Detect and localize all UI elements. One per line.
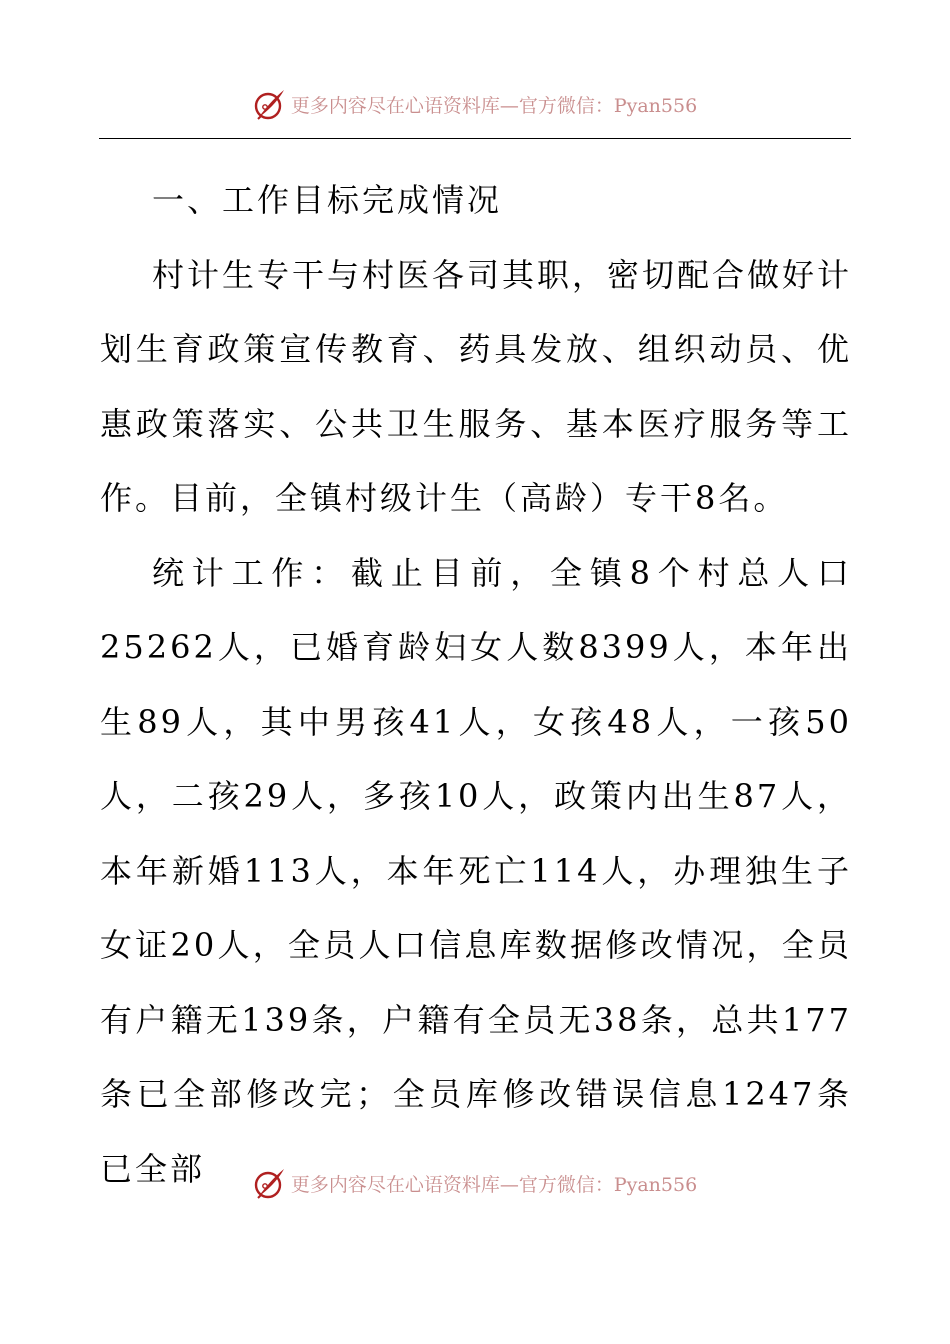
section-heading: 一、工作目标完成情况	[152, 181, 503, 219]
document-body	[100, 163, 852, 1206]
footer-banner-text: 更多内容尽在心语资料库—官方微信：Pyan556	[290, 1173, 698, 1196]
header-banner-text: 更多内容尽在心语资料库—官方微信：Pyan556	[290, 94, 698, 117]
quill-pen-circle-icon	[253, 87, 287, 121]
header-divider	[99, 138, 851, 139]
quill-pen-circle-icon	[253, 1166, 287, 1200]
paragraph-2: 统计工作：截止目前，全镇8个村总人口25262人，已婚育龄妇女人数8399人，本年出生89人，其中男孩41人，女孩48人，一孩50人，二孩29人，多孩10人，政策内出生87人，本年新婚113人，本年死亡114人，办理独生子女证20人，全员人口信息库数据修改情况，全员有户籍无139条，户籍有全员无38条，总共177条已全部修改完；全员库修改错误信息1247条已全部	[100, 553, 852, 1188]
paragraph-1: 村计生专干与村医各司其职，密切配合做好计划生育政策宣传教育、药具发放、组织动员、优惠政策落实、公共卫生服务、基本医疗服务等工作。目前，全镇村级计生（高龄）专干8名。	[100, 255, 853, 517]
header-banner	[0, 84, 950, 124]
footer-banner	[0, 1163, 950, 1203]
